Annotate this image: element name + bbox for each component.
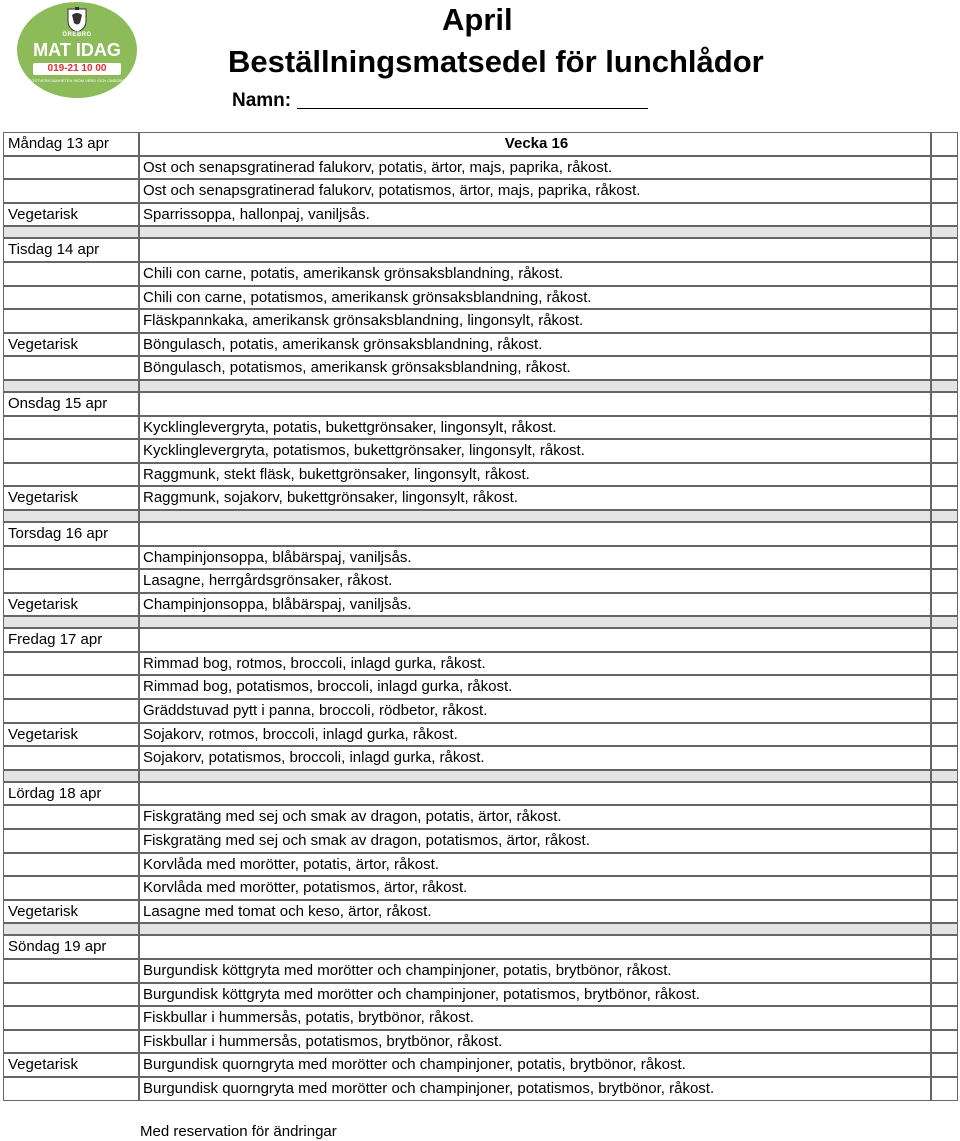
dish-cell bbox=[139, 770, 931, 782]
order-quantity-cell[interactable] bbox=[931, 723, 958, 747]
day-cell bbox=[3, 286, 139, 310]
day-cell bbox=[3, 853, 139, 877]
table-row bbox=[3, 156, 958, 180]
day-cell bbox=[3, 546, 139, 570]
day-cell bbox=[3, 876, 139, 900]
order-quantity-cell[interactable] bbox=[931, 156, 958, 180]
dish-cell: Raggmunk, stekt fläsk, bukettgrönsaker, lingonsylt, råkost. bbox=[139, 463, 931, 487]
day-cell: Söndag 19 apr bbox=[3, 935, 139, 959]
order-quantity-cell[interactable] bbox=[931, 699, 958, 723]
dish-cell: Fiskgratäng med sej och smak av dragon, potatismos, ärtor, råkost. bbox=[139, 829, 931, 853]
order-quantity-cell[interactable] bbox=[931, 463, 958, 487]
dish-cell: Sojakorv, potatismos, broccoli, inlagd gurka, råkost. bbox=[139, 746, 931, 770]
table-row bbox=[3, 723, 958, 747]
day-cell: Vegetarisk bbox=[3, 203, 139, 227]
week-label: Vecka 16 bbox=[139, 132, 931, 156]
table-row bbox=[3, 179, 958, 203]
table-row bbox=[3, 1030, 958, 1054]
table-row bbox=[3, 1006, 958, 1030]
logo-city: ÖREBRO bbox=[62, 32, 92, 38]
day-cell bbox=[3, 746, 139, 770]
order-quantity-cell[interactable] bbox=[931, 416, 958, 440]
order-quantity-cell[interactable] bbox=[931, 203, 958, 227]
day-cell bbox=[3, 439, 139, 463]
dish-cell: Sojakorv, rotmos, broccoli, inlagd gurka, råkost. bbox=[139, 723, 931, 747]
day-row bbox=[3, 522, 958, 546]
table-row bbox=[3, 486, 958, 510]
day-cell: Vegetarisk bbox=[3, 723, 139, 747]
day-cell: Tisdag 14 apr bbox=[3, 238, 139, 262]
order-quantity-cell[interactable] bbox=[931, 1006, 958, 1030]
day-cell: Vegetarisk bbox=[3, 1053, 139, 1077]
separator-row bbox=[3, 510, 958, 522]
day-cell: Vegetarisk bbox=[3, 333, 139, 357]
dish-cell bbox=[139, 782, 931, 806]
order-quantity-cell[interactable] bbox=[931, 652, 958, 676]
table-row bbox=[3, 853, 958, 877]
day-cell: Måndag 13 apr bbox=[3, 132, 139, 156]
order-quantity-cell[interactable] bbox=[931, 782, 958, 806]
day-cell bbox=[3, 675, 139, 699]
order-quantity-cell bbox=[931, 380, 958, 392]
orebro-crest-icon bbox=[66, 7, 88, 33]
order-quantity-cell[interactable] bbox=[931, 522, 958, 546]
dish-cell: Burgundisk köttgryta med morötter och champinjoner, potatis, brytbönor, råkost. bbox=[139, 959, 931, 983]
day-cell bbox=[3, 652, 139, 676]
separator-row bbox=[3, 923, 958, 935]
day-cell bbox=[3, 770, 139, 782]
day-cell bbox=[3, 1077, 139, 1101]
day-cell bbox=[3, 380, 139, 392]
order-quantity-cell bbox=[931, 923, 958, 935]
logo-org: KOSTVERKSAMHETEN INOM VÅRD OCH OMSORG bbox=[28, 78, 126, 83]
month-title: April bbox=[442, 2, 513, 37]
order-quantity-cell[interactable] bbox=[931, 286, 958, 310]
order-quantity-cell[interactable] bbox=[931, 805, 958, 829]
separator-row bbox=[3, 380, 958, 392]
day-row bbox=[3, 628, 958, 652]
day-cell: Torsdag 16 apr bbox=[3, 522, 139, 546]
day-cell bbox=[3, 983, 139, 1007]
day-row bbox=[3, 935, 958, 959]
dish-cell: Burgundisk quorngryta med morötter och champinjoner, potatis, brytbönor, råkost. bbox=[139, 1053, 931, 1077]
day-cell bbox=[3, 179, 139, 203]
dish-cell: Ost och senapsgratinerad falukorv, potatis, ärtor, majs, paprika, råkost. bbox=[139, 156, 931, 180]
dish-cell: Fiskgratäng med sej och smak av dragon, potatis, ärtor, råkost. bbox=[139, 805, 931, 829]
order-quantity-cell[interactable] bbox=[931, 593, 958, 617]
day-row bbox=[3, 132, 958, 156]
day-cell bbox=[3, 309, 139, 333]
order-quantity-cell[interactable] bbox=[931, 628, 958, 652]
table-row bbox=[3, 746, 958, 770]
logo-phone: 019-21 10 00 bbox=[33, 63, 121, 75]
name-label: Namn: bbox=[232, 90, 292, 111]
order-quantity-cell[interactable] bbox=[931, 132, 958, 156]
day-row bbox=[3, 392, 958, 416]
table-row bbox=[3, 652, 958, 676]
order-quantity-cell bbox=[931, 226, 958, 238]
table-row bbox=[3, 829, 958, 853]
table-row bbox=[3, 203, 958, 227]
dish-cell bbox=[139, 238, 931, 262]
day-cell bbox=[3, 1030, 139, 1054]
day-row bbox=[3, 782, 958, 806]
order-quantity-cell[interactable] bbox=[931, 675, 958, 699]
day-cell bbox=[3, 510, 139, 522]
dish-cell bbox=[139, 616, 931, 628]
table-row bbox=[3, 900, 958, 924]
dish-cell: Fläskpannkaka, amerikansk grönsaksblandning, lingonsylt, råkost. bbox=[139, 309, 931, 333]
order-quantity-cell[interactable] bbox=[931, 546, 958, 570]
day-cell bbox=[3, 923, 139, 935]
dish-cell: Champinjonsoppa, blåbärspaj, vaniljsås. bbox=[139, 593, 931, 617]
footer-note: Med reservation för ändringar bbox=[140, 1123, 337, 1140]
separator-row bbox=[3, 226, 958, 238]
table-row bbox=[3, 1077, 958, 1101]
dish-cell: Sparrissoppa, hallonpaj, vaniljsås. bbox=[139, 203, 931, 227]
dish-cell: Rimmad bog, potatismos, broccoli, inlagd gurka, råkost. bbox=[139, 675, 931, 699]
name-field[interactable] bbox=[297, 108, 648, 109]
order-quantity-cell[interactable] bbox=[931, 333, 958, 357]
order-quantity-cell[interactable] bbox=[931, 486, 958, 510]
order-quantity-cell[interactable] bbox=[931, 439, 958, 463]
day-cell bbox=[3, 959, 139, 983]
dish-cell: Kycklinglevergryta, potatis, bukettgrönsaker, lingonsylt, råkost. bbox=[139, 416, 931, 440]
order-quantity-cell[interactable] bbox=[931, 392, 958, 416]
table-row bbox=[3, 959, 958, 983]
day-cell: Lördag 18 apr bbox=[3, 782, 139, 806]
table-row bbox=[3, 333, 958, 357]
dish-cell: Ost och senapsgratinerad falukorv, potatismos, ärtor, majs, paprika, råkost. bbox=[139, 179, 931, 203]
mat-idag-logo bbox=[17, 2, 137, 98]
order-quantity-cell[interactable] bbox=[931, 876, 958, 900]
order-quantity-cell[interactable] bbox=[931, 179, 958, 203]
dish-cell: Korvlåda med morötter, potatismos, ärtor, råkost. bbox=[139, 876, 931, 900]
table-row bbox=[3, 1053, 958, 1077]
order-quantity-cell[interactable] bbox=[931, 1030, 958, 1054]
dish-cell bbox=[139, 522, 931, 546]
day-cell: Onsdag 15 apr bbox=[3, 392, 139, 416]
table-row bbox=[3, 416, 958, 440]
day-cell bbox=[3, 356, 139, 380]
order-quantity-cell[interactable] bbox=[931, 1077, 958, 1101]
separator-row bbox=[3, 616, 958, 628]
day-cell: Vegetarisk bbox=[3, 900, 139, 924]
table-row bbox=[3, 463, 958, 487]
day-cell bbox=[3, 829, 139, 853]
dish-cell: Fiskbullar i hummersås, potatis, brytbönor, råkost. bbox=[139, 1006, 931, 1030]
dish-cell: Böngulasch, potatismos, amerikansk grönsaksblandning, råkost. bbox=[139, 356, 931, 380]
day-cell: Fredag 17 apr bbox=[3, 628, 139, 652]
dish-cell bbox=[139, 226, 931, 238]
order-quantity-cell[interactable] bbox=[931, 959, 958, 983]
day-cell bbox=[3, 262, 139, 286]
page-title: Beställningsmatsedel för lunchlådor bbox=[228, 44, 764, 79]
dish-cell bbox=[139, 935, 931, 959]
day-cell: Vegetarisk bbox=[3, 593, 139, 617]
dish-cell: Champinjonsoppa, blåbärspaj, vaniljsås. bbox=[139, 546, 931, 570]
day-cell bbox=[3, 699, 139, 723]
logo-brand: MAT IDAG bbox=[33, 40, 121, 60]
dish-cell: Korvlåda med morötter, potatis, ärtor, råkost. bbox=[139, 853, 931, 877]
order-quantity-cell[interactable] bbox=[931, 262, 958, 286]
dish-cell: Gräddstuvad pytt i panna, broccoli, rödbetor, råkost. bbox=[139, 699, 931, 723]
table-row bbox=[3, 439, 958, 463]
order-quantity-cell[interactable] bbox=[931, 309, 958, 333]
order-quantity-cell[interactable] bbox=[931, 746, 958, 770]
table-row bbox=[3, 983, 958, 1007]
order-quantity-cell bbox=[931, 510, 958, 522]
order-quantity-cell[interactable] bbox=[931, 983, 958, 1007]
table-row bbox=[3, 675, 958, 699]
dish-cell: Chili con carne, potatis, amerikansk grönsaksblandning, råkost. bbox=[139, 262, 931, 286]
day-cell bbox=[3, 569, 139, 593]
dish-cell: Kycklinglevergryta, potatismos, bukettgrönsaker, lingonsylt, råkost. bbox=[139, 439, 931, 463]
day-cell bbox=[3, 156, 139, 180]
order-quantity-cell[interactable] bbox=[931, 853, 958, 877]
table-row bbox=[3, 593, 958, 617]
table-row bbox=[3, 356, 958, 380]
order-quantity-cell[interactable] bbox=[931, 1053, 958, 1077]
table-row bbox=[3, 286, 958, 310]
dish-cell bbox=[139, 392, 931, 416]
order-quantity-cell[interactable] bbox=[931, 238, 958, 262]
order-quantity-cell bbox=[931, 770, 958, 782]
separator-row bbox=[3, 770, 958, 782]
order-quantity-cell[interactable] bbox=[931, 569, 958, 593]
table-row bbox=[3, 805, 958, 829]
dish-cell: Burgundisk quorngryta med morötter och champinjoner, potatismos, brytbönor, råkost. bbox=[139, 1077, 931, 1101]
table-row bbox=[3, 876, 958, 900]
table-row bbox=[3, 262, 958, 286]
dish-cell: Lasagne med tomat och keso, ärtor, råkost. bbox=[139, 900, 931, 924]
day-cell bbox=[3, 805, 139, 829]
dish-cell: Rimmad bog, rotmos, broccoli, inlagd gurka, råkost. bbox=[139, 652, 931, 676]
order-quantity-cell bbox=[931, 616, 958, 628]
day-row bbox=[3, 238, 958, 262]
day-cell bbox=[3, 226, 139, 238]
day-cell: Vegetarisk bbox=[3, 486, 139, 510]
dish-cell bbox=[139, 923, 931, 935]
day-cell bbox=[3, 616, 139, 628]
order-quantity-cell[interactable] bbox=[931, 900, 958, 924]
day-cell bbox=[3, 463, 139, 487]
dish-cell bbox=[139, 628, 931, 652]
table-row bbox=[3, 699, 958, 723]
order-menu-table bbox=[3, 132, 958, 1101]
dish-cell: Fiskbullar i hummersås, potatismos, brytbönor, råkost. bbox=[139, 1030, 931, 1054]
order-quantity-cell[interactable] bbox=[931, 356, 958, 380]
dish-cell: Chili con carne, potatismos, amerikansk grönsaksblandning, råkost. bbox=[139, 286, 931, 310]
dish-cell: Raggmunk, sojakorv, bukettgrönsaker, lingonsylt, råkost. bbox=[139, 486, 931, 510]
day-cell bbox=[3, 416, 139, 440]
dish-cell bbox=[139, 380, 931, 392]
order-quantity-cell[interactable] bbox=[931, 935, 958, 959]
dish-cell bbox=[139, 510, 931, 522]
dish-cell: Böngulasch, potatis, amerikansk grönsaksblandning, råkost. bbox=[139, 333, 931, 357]
order-quantity-cell[interactable] bbox=[931, 829, 958, 853]
table-row bbox=[3, 569, 958, 593]
day-cell bbox=[3, 1006, 139, 1030]
dish-cell: Burgundisk köttgryta med morötter och champinjoner, potatismos, brytbönor, råkost. bbox=[139, 983, 931, 1007]
table-row bbox=[3, 546, 958, 570]
table-row bbox=[3, 309, 958, 333]
dish-cell: Lasagne, herrgårdsgrönsaker, råkost. bbox=[139, 569, 931, 593]
